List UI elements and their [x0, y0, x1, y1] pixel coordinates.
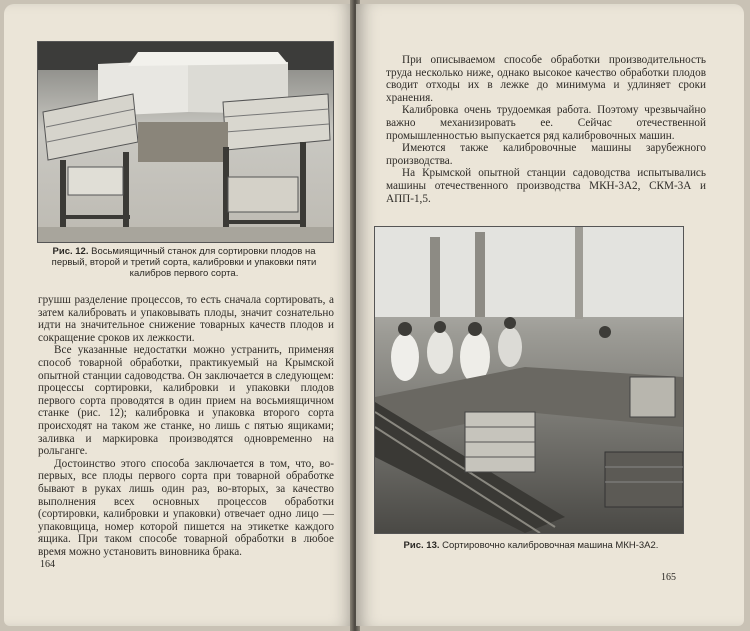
paragraph: На Крымской опытной станции садоводства испытывались машины отечественного производства МКН-3А2, СКМ-3А и АПП-1,5. — [386, 167, 706, 205]
figure-13-caption-text: Сортировочно калибровочная машина МКН-3А2. — [442, 540, 659, 551]
figure-13-photo — [374, 226, 684, 534]
paragraph: грушш разделение процессов, то есть сначала сортировать, а затем калибровать и упаковывать плоды, значит сознательно идти на значительное снижение товарных качеств плодов и сокращение сроков их лежкости. — [38, 294, 334, 344]
left-body-text — [38, 294, 334, 558]
figure-13-label: Рис. 13. — [403, 540, 440, 551]
page-number-left: 164 — [40, 559, 55, 570]
left-page — [4, 4, 354, 626]
paragraph: Калибровка очень трудоемкая работа. Поэтому чрезвычайно важно механизировать ее. Сейчас отечественной промышленностью выпускается ряд калибровочных машин. — [386, 104, 706, 142]
figure-12-caption-text: Восьмиящичный станок для сортировки плодов на первый, второй и третий сорта, калибровки и упаковки пяти калибров первого сорта. — [51, 246, 317, 279]
figure-12-caption — [34, 246, 334, 279]
paragraph: Все указанные недостатки можно устранить, применяя способ товарной обработки, практикуемый на Крымской опытной станции садоводства. Он заключается в следующем: процессы сортировки, калибровки и упаковки плодов первого сорта проводятся в один прием на восьмиящичном станке (рис. 12); калибровка и упаковка второго сорта происходят на таком же станке, но лишь с пятью ящиками; заливка и маркировка производятся одновременно на рольганге. — [38, 344, 334, 458]
paragraph: Достоинство этого способа заключается в том, что, во-первых, все плоды первого сорта при товарной обработке бывают в руках лишь один раз, во-вторых, за качество выполнения всех основных процессов обработки (сортировки, калибровки и упаковки) отвечает одно лицо — упаковщица, номер которой пишется на этикетке каждого ящика. При таком способе товарной обработки в любое время можно установить виновника брака. — [38, 457, 334, 558]
page-number-right: 165 — [661, 572, 676, 583]
figure-12-photo — [37, 41, 334, 243]
right-body-text — [386, 54, 706, 205]
figure-13-caption — [396, 540, 666, 551]
figure-12-label: Рис. 12. — [52, 246, 89, 257]
paragraph: Имеются также калибровочные машины зарубежного производства. — [386, 142, 706, 167]
right-page — [356, 4, 744, 626]
paragraph: При описываемом способе обработки производительность труда несколько ниже, однако высокое качество обработки плодов сводит отходы их в лежке до минимума и удлиняет сроки хранения. — [386, 54, 706, 104]
